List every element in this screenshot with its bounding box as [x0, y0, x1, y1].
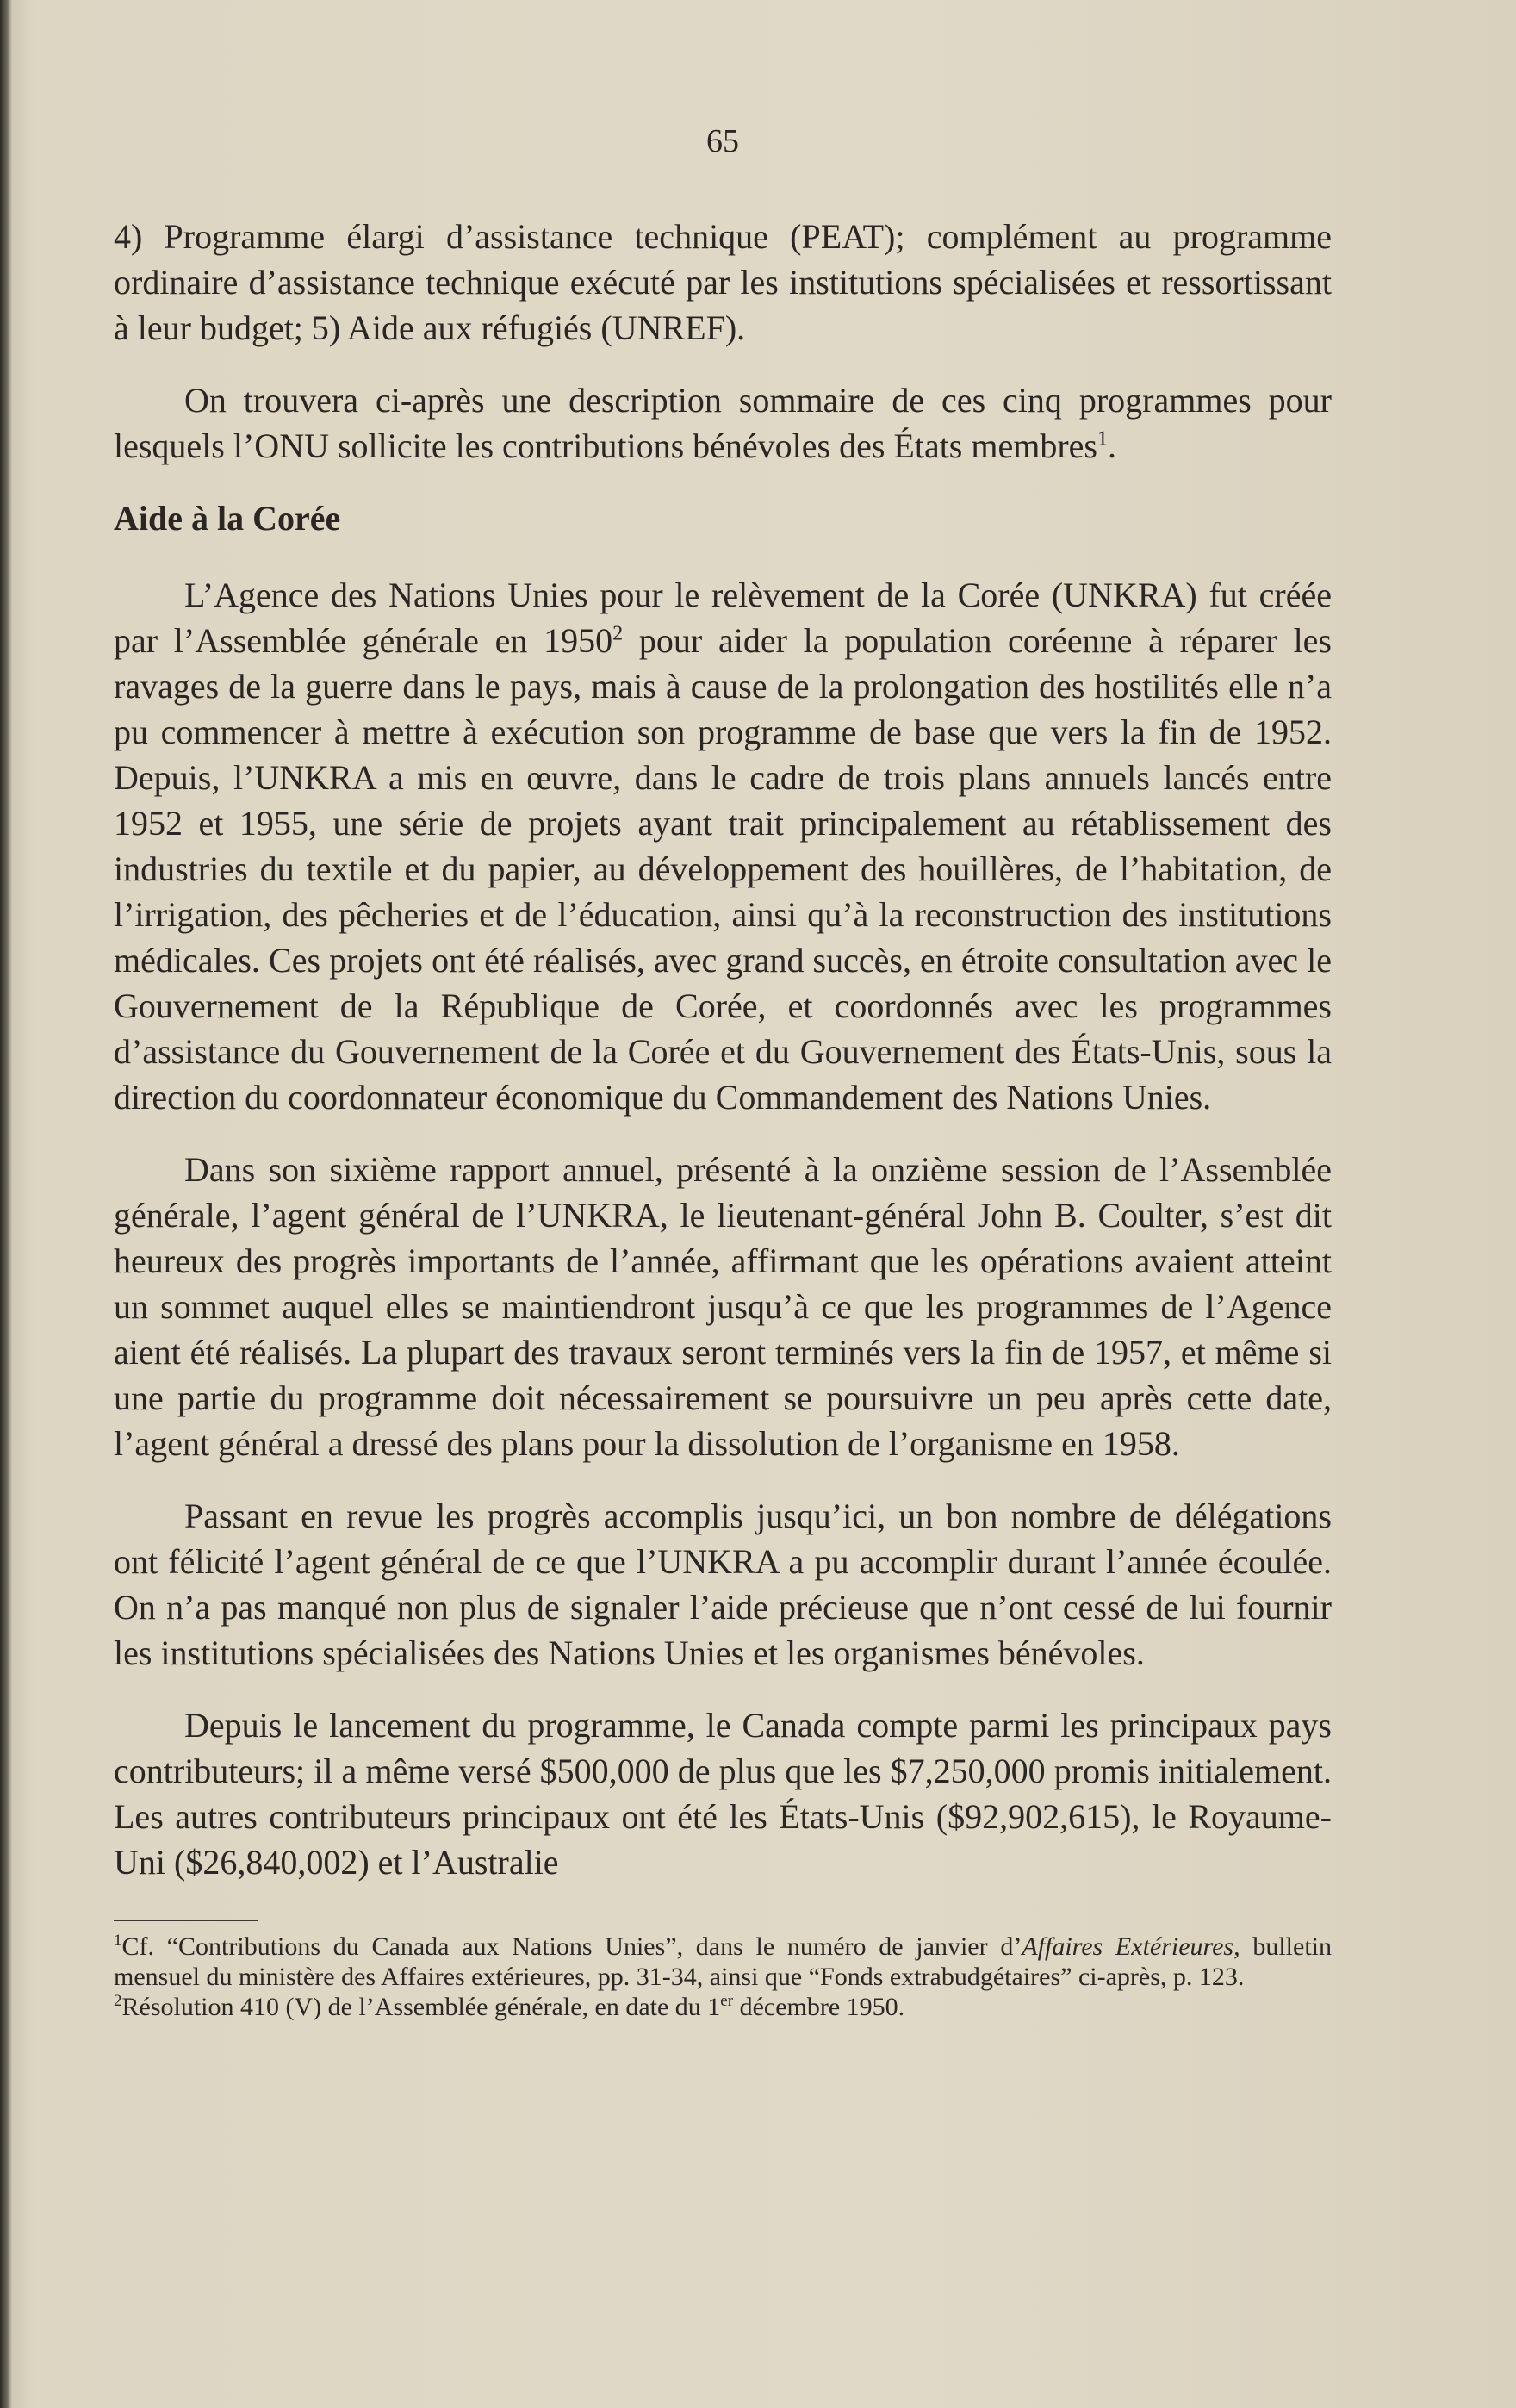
paragraph-delegations: Passant en revue les progrès accomplis jusqu’ici, un bon nombre de délégations ont félicité l’agent général de ce que l’UNKRA a pu accomplir durant l’année écoulée. On n’a pas manqué non plus de signaler l’aide précieuse que n’ont cessé de lui fournir les institutions spécialisées des Nations Unies et les organismes bénévoles.	[114, 1496, 1332, 1672]
page-binding-edge	[0, 0, 12, 2408]
paragraph-summary-end: .	[1108, 426, 1116, 465]
footnote-1-italic: Affaires Extérieures,	[1022, 1932, 1240, 1961]
paragraph-summary-intro	[114, 377, 1332, 469]
paragraph-programmes-list: 4) Programme élargi d’assistance technique (PEAT); complément au programme ordinaire d’assistance technique exécuté par les institutions spécialisées et ressortissant à leur budget; 5) Aide aux réfugiés (UNREF).	[114, 217, 1332, 347]
paragraph-unkra-agency	[114, 572, 1332, 1120]
paragraph-annual-report: Dans son sixième rapport annuel, présenté à la onzième session de l’Assemblée générale, l’agent général de l’UNKRA, le lieutenant-général John B. Coulter, s’est dit heureux des progrès importants de l’année, affirmant que les opérations avaient atteint un sommet auquel elles se maintiendront jusqu’à ce que les programmes de l’Agence aient été réalisés. La plupart des travaux seront terminés vers la fin de 1957, et même si une partie du programme doit nécessairement se poursuivre un peu après cette date, l’agent général a dressé des plans pour la dissolution de l’organisme en 1958.	[114, 1150, 1332, 1463]
paragraph-unkra-text-a: L’Agence des Nations Unies pour le relèvement de la Corée (UNKRA) fut créée par l’Assemblée générale en 1950	[114, 576, 1332, 660]
footnote-1-mark: 1	[114, 1932, 122, 1950]
footnote-2-text-a: Résolution 410 (V) de l’Assemblée générale, en date du 1	[121, 1993, 721, 2021]
footnote-1-text-b: bulletin mensuel du ministère des Affaires extérieures, pp. 31-34, ainsi que “Fonds extrabudgétaires” ci-après, p. 123.	[114, 1932, 1332, 1991]
footnote-2-text-b: décembre 1950.	[733, 1993, 905, 2021]
footnote-2-mark: 2	[114, 1992, 122, 2010]
footnote-ref-1: 1	[1097, 427, 1108, 451]
footnote-1	[114, 1932, 1332, 1992]
footnote-2-superscript: er	[720, 1992, 734, 2010]
page-text-area	[114, 121, 1332, 2022]
paragraph-summary-text: On trouvera ci-après une description sommaire de ces cinq programmes pour lesquels l’ONU sollicite les contributions bénévoles des États membres	[114, 381, 1332, 465]
footnote-1-text-a: Cf. “Contributions du Canada aux Nations Unies”, dans le numéro de janvier d’	[121, 1932, 1022, 1961]
paragraph-unkra-text-b: pour aider la population coréenne à réparer les ravages de la guerre dans le pays, mais à cause de la prolongation des hostilités elle n’a pu commencer à mettre à exécution son programme de base que vers la fin de 1952. Depuis, l’UNKRA a mis en œuvre, dans le cadre de trois plans annuels lancés entre 1952 et 1955, une série de projets ayant trait principalement au rétablissement des industries du textile et du papier, au développement des houillères, de l’habitation, de l’irrigation, des pêcheries et de l’éducation, ainsi qu’à la reconstruction des institutions médicales. Ces projets ont été réalisés, avec grand succès, en étroite consultation avec le Gouvernement de la République de Corée, et coordonnés avec les programmes d’assistance du Gouvernement de la Corée et du Gouvernement des États-Unis, sous la direction du coordonnateur économique du Commandement des Nations Unies.	[114, 621, 1332, 1117]
page-number: 65	[706, 123, 739, 159]
footnote-2	[114, 1992, 1332, 2022]
section-heading-korea: Aide à la Corée	[114, 499, 341, 538]
paragraph-canada-contributions: Depuis le lancement du programme, le Canada compte parmi les principaux pays contributeurs; il a même versé $500,000 de plus que les $7,250,000 promis initialement. Les autres contributeurs principaux ont été les États-Unis ($92,902,615), le Royaume-Uni ($26,840,002) et l’Australie	[114, 1706, 1332, 1882]
footnote-divider	[114, 1920, 258, 1921]
footnote-ref-2: 2	[612, 622, 624, 645]
